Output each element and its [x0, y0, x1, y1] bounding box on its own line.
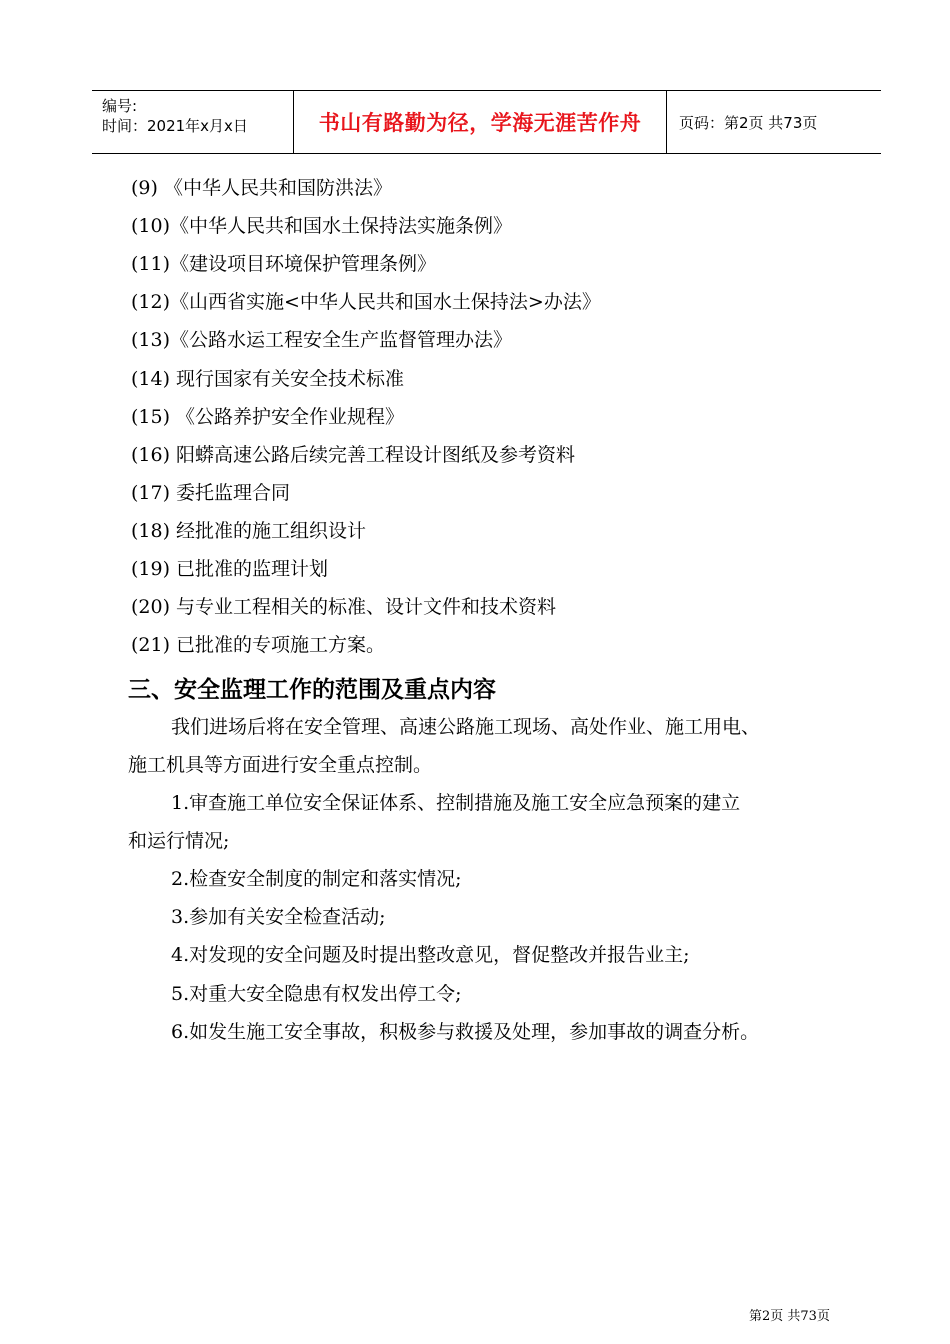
header-page-info: 页码：第2页 共73页 — [679, 113, 818, 132]
list-item: (18) 经批准的施工组织设计 — [131, 520, 367, 542]
list-item: (12)《山西省实施<中华人民共和国水土保持法>办法》 — [131, 291, 601, 313]
list-item: (19) 已批准的监理计划 — [131, 558, 329, 580]
section-heading: 三、安全监理工作的范围及重点内容 — [128, 677, 496, 703]
paragraph-line: 施工机具等方面进行安全重点控制。 — [128, 754, 433, 776]
time-label: 时间：2021年x月x日 — [102, 117, 248, 135]
list-item: (15) 《公路养护安全作业规程》 — [131, 406, 405, 428]
list-item: (17) 委托监理合同 — [131, 482, 291, 504]
page-header — [92, 90, 881, 154]
paragraph-line: 3.参加有关安全检查活动; — [171, 906, 386, 928]
paragraph-line: 5.对重大安全隐患有权发出停工令; — [171, 983, 462, 1005]
paragraph-line: 1.审查施工单位安全保证体系、控制措施及施工安全应急预案的建立 — [171, 792, 741, 814]
list-item: (10)《中华人民共和国水土保持法实施条例》 — [131, 215, 513, 237]
header-motto: 书山有路勤为径，学海无涯苦作舟 — [294, 91, 667, 153]
paragraph-line: 6.如发生施工安全事故，积极参与救援及处理，参加事故的调查分析。 — [171, 1021, 760, 1043]
list-item: (20) 与专业工程相关的标准、设计文件和技术资料 — [131, 596, 557, 618]
list-item: (21) 已批准的专项施工方案。 — [131, 634, 386, 656]
list-item: (9) 《中华人民共和国防洪法》 — [131, 177, 392, 199]
list-item: (16) 阳蟒高速公路后续完善工程设计图纸及参考资料 — [131, 444, 576, 466]
header-meta — [92, 91, 294, 153]
paragraph-line: 2.检查安全制度的制定和落实情况; — [171, 868, 462, 890]
list-item: (11)《建设项目环境保护管理条例》 — [131, 253, 437, 275]
paragraph-line: 我们进场后将在安全管理、高速公路施工现场、高处作业、施工用电、 — [171, 716, 761, 738]
page-footer: 第2页 共73页 — [749, 1309, 830, 1324]
list-item: (14) 现行国家有关安全技术标准 — [131, 368, 405, 390]
list-item: (13)《公路水运工程安全生产监督管理办法》 — [131, 329, 513, 351]
paragraph-line: 和运行情况; — [128, 830, 230, 852]
paragraph-line: 4.对发现的安全问题及时提出整改意见，督促整改并报告业主; — [171, 944, 690, 966]
serial-number-label: 编号: — [102, 97, 138, 115]
